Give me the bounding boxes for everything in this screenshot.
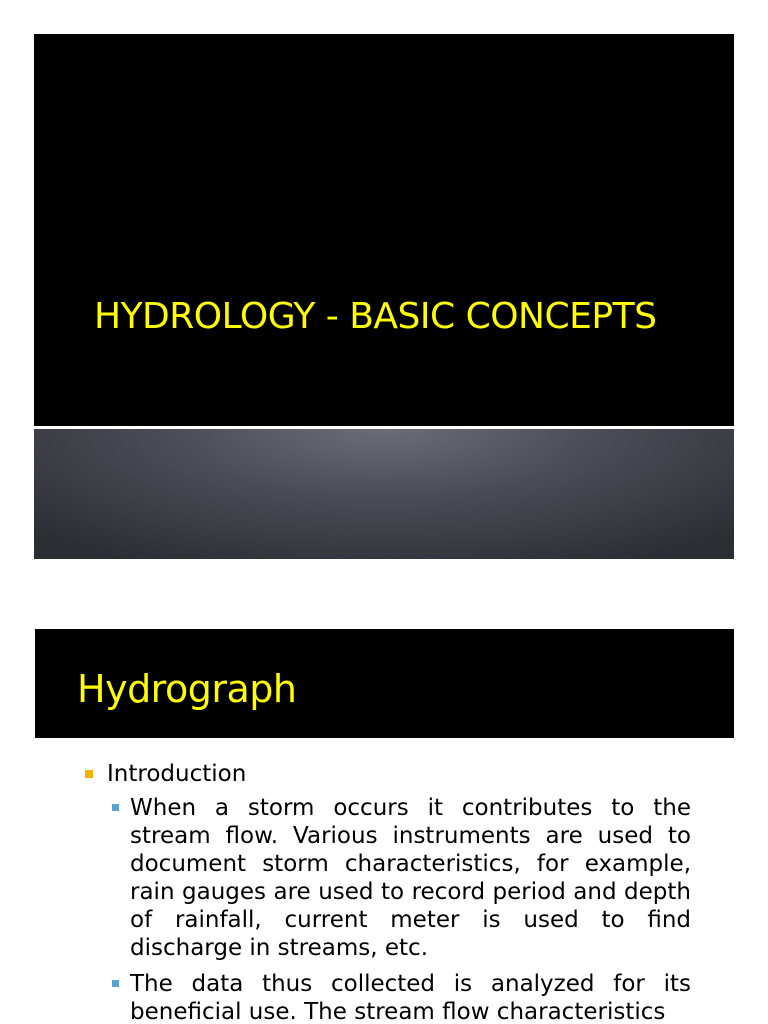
sub-bullet-text: The data thus collected is analyzed for its beneficial use. The stream flow characteristics — [130, 971, 691, 1024]
sub-bullet-text: When a storm occurs it contributes to the stream flow. Various instruments are used to document storm characteristics, for example, rain gauges are used to record period and depth of rainfall, current meter is used to find discharge in streams, etc. — [130, 795, 691, 961]
slide-title: HYDROLOGY - BASIC CONCEPTS — [94, 296, 657, 337]
slide-content — [85, 760, 691, 1024]
square-bullet-icon — [112, 804, 119, 811]
title-slide — [34, 34, 734, 559]
sub-bullet-item — [85, 794, 691, 962]
slide-footer-band — [34, 429, 734, 559]
slide-heading: Hydrograph — [77, 667, 297, 711]
square-bullet-icon — [85, 770, 93, 778]
bullet-item — [85, 760, 691, 788]
slide-header — [35, 629, 734, 738]
content-slide — [35, 629, 734, 1024]
square-bullet-icon — [112, 980, 119, 987]
bullet-text: Introduction — [107, 761, 247, 787]
sub-bullet-item — [85, 970, 691, 1024]
